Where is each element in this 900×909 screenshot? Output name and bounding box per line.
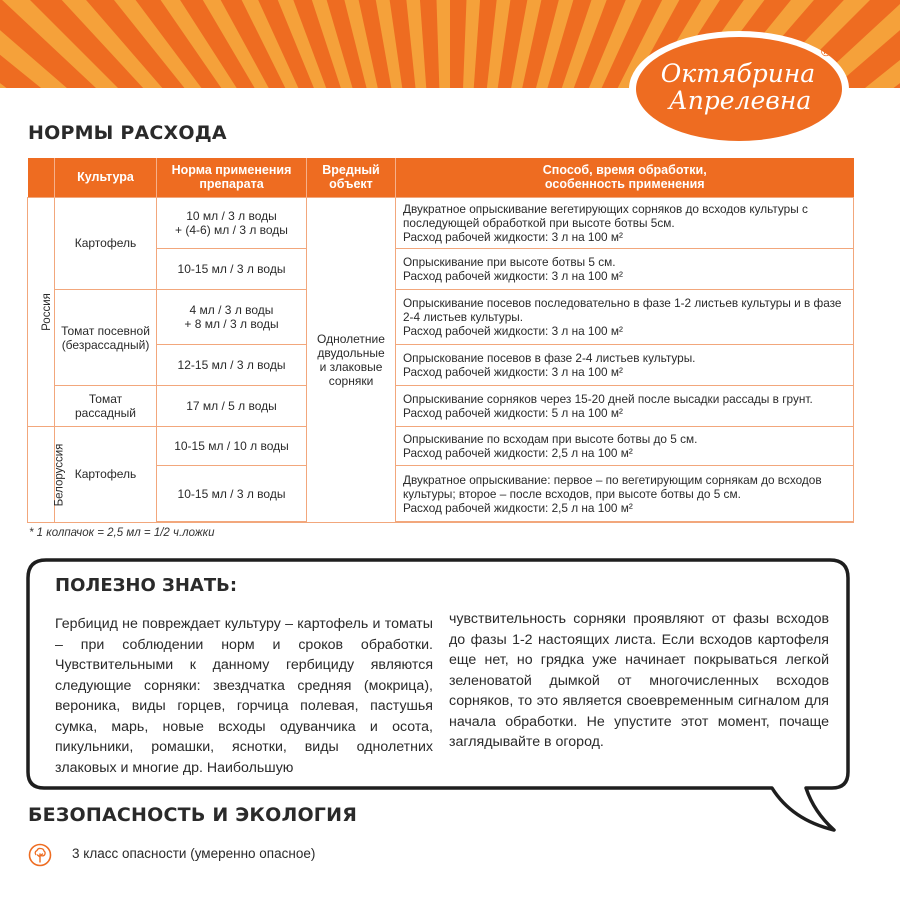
useful-title: ПОЛЕЗНО ЗНАТЬ: xyxy=(55,575,238,596)
target-cell: Однолетние двудольные и злаковые сорняки xyxy=(307,197,396,522)
registered-mark: ® xyxy=(820,43,832,59)
culture-cell: Картофель xyxy=(55,197,157,290)
method-cell: Двукратное опрыскивание: первое – по вегетирующим сорнякам до всходов культуры; второе – после всходов, при высоте ботвы до 5 см. Расход рабочей жидкости: 2,5 л на 100 м² xyxy=(396,466,854,522)
footnote: * 1 колпачок = 2,5 мл = 1/2 ч.ложки xyxy=(29,527,215,539)
method-cell: Опрыскивание по всходам при высоте ботвы до 5 см. Расход рабочей жидкости: 2,5 л на 100 м² xyxy=(396,426,854,466)
table-row xyxy=(28,197,854,249)
table-header-row xyxy=(28,158,854,197)
header-target: Вредный объект xyxy=(307,158,396,197)
method-cell: Опрыскование посевов в фазе 2-4 листьев культуры. Расход рабочей жидкости: 3 л на 100 м² xyxy=(396,345,854,386)
safety-title: БЕЗОПАСНОСТЬ И ЭКОЛОГИЯ xyxy=(28,804,358,826)
norms-table xyxy=(27,158,854,523)
table-row xyxy=(28,426,854,466)
header-country xyxy=(28,158,55,197)
logo-line2: Апрелевна xyxy=(668,86,812,115)
table-row xyxy=(28,385,854,426)
header-method: Способ, время обработки, особенность применения xyxy=(396,158,854,197)
logo-line1: Октябрина xyxy=(660,59,816,88)
rate-cell: 10-15 мл / 3 л воды xyxy=(157,466,307,522)
brand-logo xyxy=(626,26,852,152)
method-cell: Опрыскивание сорняков через 15-20 дней после высадки рассады в грунт. Расход рабочей жидкости: 5 л на 100 м² xyxy=(396,385,854,426)
country-cell-belarus: Белоруссия xyxy=(28,426,55,522)
header-culture: Культура xyxy=(55,158,157,197)
culture-cell: Картофель xyxy=(55,426,157,522)
norms-title: НОРМЫ РАСХОДА xyxy=(28,122,227,144)
hazard-class: 3 класс опасности (умеренно опасное) xyxy=(72,846,316,861)
culture-cell: Томат посевной (безрассадный) xyxy=(55,290,157,386)
rate-cell: 17 мл / 5 л воды xyxy=(157,385,307,426)
useful-text-right: чувствительность сорняки проявляют от фазы всходов до фазы 1-2 настоящих листа. Если всходов картофеля еще нет, но грядка уже начинает покрываться легкой зеленоватой дымкой от многочисленных всходов сорняков, то это является своевременным сигналом для начала обработки. Не упустите этот момент, почаще заглядывайте в огород. xyxy=(449,611,829,750)
method-cell: Опрыскивание посевов последовательно в фазе 1-2 листьев культуры и в фазе 2-4 листьев культуры. Расход рабочей жидкости: 3 л на 100 м² xyxy=(396,290,854,345)
tree-icon xyxy=(28,843,52,867)
rate-cell: 12-15 мл / 3 л воды xyxy=(157,345,307,386)
rate-cell: 10-15 мл / 10 л воды xyxy=(157,426,307,466)
header-rate: Норма применения препарата xyxy=(157,158,307,197)
culture-cell: Томат рассадный xyxy=(55,385,157,426)
rate-cell: 10 мл / 3 л воды + (4-6) мл / 3 л воды xyxy=(157,197,307,249)
method-cell: Опрыскивание при высоте ботвы 5 см. Расход рабочей жидкости: 3 л на 100 м² xyxy=(396,249,854,290)
rate-cell: 4 мл / 3 л воды + 8 мл / 3 л воды xyxy=(157,290,307,345)
rate-cell: 10-15 мл / 3 л воды xyxy=(157,249,307,290)
method-cell: Двукратное опрыскивание вегетирующих сорняков до всходов культуры с последующей обработкой при высоте ботвы 5см. Расход рабочей жидкости: 3 л на 100 м² xyxy=(396,197,854,249)
table-row xyxy=(28,290,854,345)
useful-text-left: Гербицид не повреждает культуру – картофель и томаты – при соблюдении норм и сроков обработки. Чувствительными к данному гербициду являются следующие сорняки: звездчатка средняя (мокрица), вероника, виды горцев, горчица полевая, пастушья сумка, марь, новые всходы одуванчика и осота, пикульники, ромашки, яснотки, виды однолетних злаковых и многие др. Наибольшую xyxy=(55,616,433,776)
country-cell-russia: Россия xyxy=(28,197,55,426)
